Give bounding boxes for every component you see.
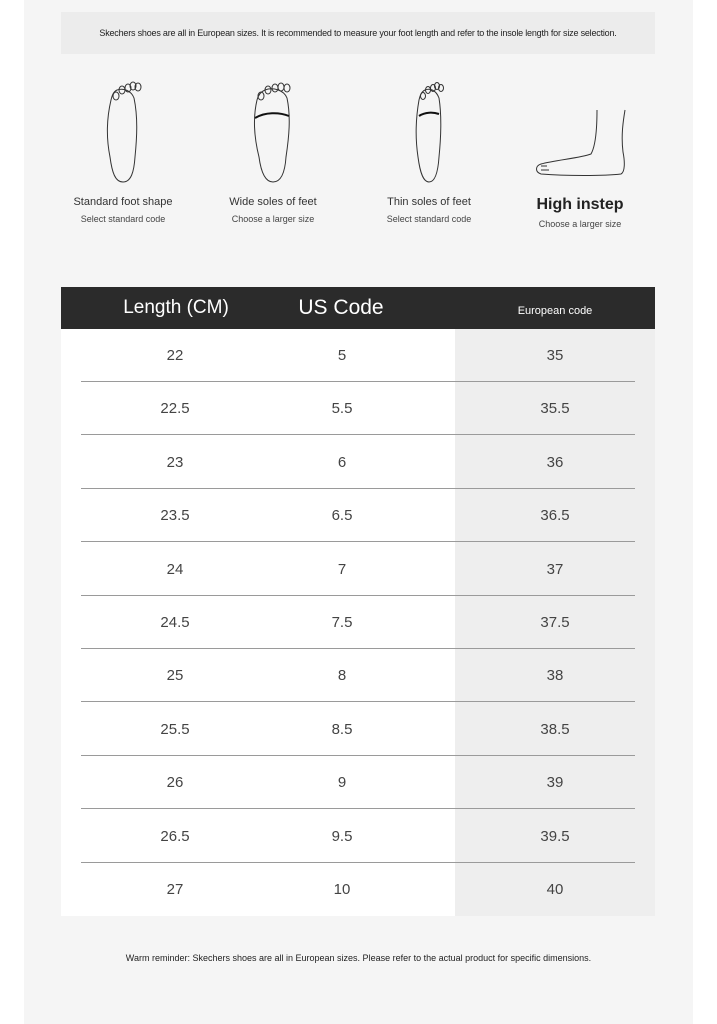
cell-us-code: 9.5 — [331, 827, 353, 845]
cell-european-code: 39 — [546, 774, 564, 792]
cell-us-code: 5 — [337, 347, 347, 364]
cell-length: 27 — [166, 881, 184, 898]
cell-european-code: 40 — [546, 881, 564, 898]
header-us-code: US Code — [298, 296, 384, 319]
table-row — [61, 329, 655, 382]
foot-title: Wide soles of feet — [229, 196, 317, 208]
foot-subtitle: Choose a larger size — [231, 214, 315, 224]
table-row — [61, 436, 655, 489]
foot-card-thin — [364, 72, 494, 225]
cell-us-code: 6.5 — [331, 507, 353, 525]
cell-length: 23.5 — [160, 507, 190, 525]
cell-us-code: 7.5 — [331, 614, 353, 631]
cell-length: 26.5 — [160, 827, 190, 845]
table-row — [61, 489, 655, 542]
cell-length: 23 — [166, 453, 184, 471]
foot-card-wide — [208, 72, 338, 225]
foot-title: Standard foot shape — [73, 196, 173, 208]
cell-us-code: 8 — [337, 667, 347, 685]
cell-european-code: 38 — [546, 667, 564, 685]
cell-us-code: 9 — [337, 774, 347, 792]
table-row — [61, 382, 655, 435]
table-row — [61, 863, 655, 916]
size-notice: Skechers shoes are all in European sizes. It is recommended to measure your foot length and refer to the insole length for size selection. — [61, 12, 655, 54]
thin-foot-icon — [399, 72, 459, 192]
foot-card-standard — [58, 72, 188, 225]
cell-european-code: 38.5 — [540, 720, 570, 738]
foot-title: Thin soles of feet — [387, 196, 471, 208]
wide-foot-icon — [243, 72, 303, 192]
cell-european-code: 39.5 — [540, 827, 570, 845]
foot-card-high-instep — [515, 72, 645, 230]
cell-european-code: 35 — [546, 347, 564, 364]
high-instep-icon — [525, 72, 635, 192]
cell-length: 22 — [166, 347, 184, 364]
cell-us-code: 6 — [337, 453, 347, 471]
cell-us-code: 8.5 — [331, 720, 353, 738]
header-length: Length (CM) — [123, 297, 229, 318]
cell-us-code: 10 — [333, 881, 351, 898]
cell-length: 26 — [166, 774, 184, 792]
table-row — [61, 649, 655, 702]
cell-us-code: 5.5 — [331, 400, 353, 418]
cell-length: 25 — [166, 667, 184, 685]
table-row — [61, 703, 655, 756]
cell-european-code: 37 — [546, 560, 564, 578]
cell-length: 24.5 — [160, 614, 190, 631]
cell-european-code: 36 — [546, 453, 564, 471]
cell-european-code: 36.5 — [540, 507, 570, 525]
table-header — [61, 287, 655, 329]
cell-length: 25.5 — [160, 720, 190, 738]
foot-title: High instep — [536, 196, 624, 213]
header-european-code: European code — [517, 305, 593, 317]
cell-length: 24 — [166, 560, 184, 578]
cell-length: 22.5 — [160, 400, 190, 418]
cell-us-code: 7 — [337, 560, 347, 578]
warm-reminder: Warm reminder: Skechers shoes are all in European sizes. Please refer to the actual product for specific dimensions. — [125, 953, 592, 963]
cell-european-code: 37.5 — [540, 614, 570, 631]
cell-european-code: 35.5 — [540, 400, 570, 418]
foot-subtitle: Choose a larger size — [538, 219, 622, 229]
standard-foot-icon — [93, 72, 153, 192]
table-row — [61, 543, 655, 596]
table-row — [61, 756, 655, 809]
table-row — [61, 596, 655, 649]
size-table — [61, 287, 655, 916]
foot-subtitle: Select standard code — [80, 214, 166, 224]
foot-subtitle: Select standard code — [386, 214, 472, 224]
table-row — [61, 810, 655, 863]
